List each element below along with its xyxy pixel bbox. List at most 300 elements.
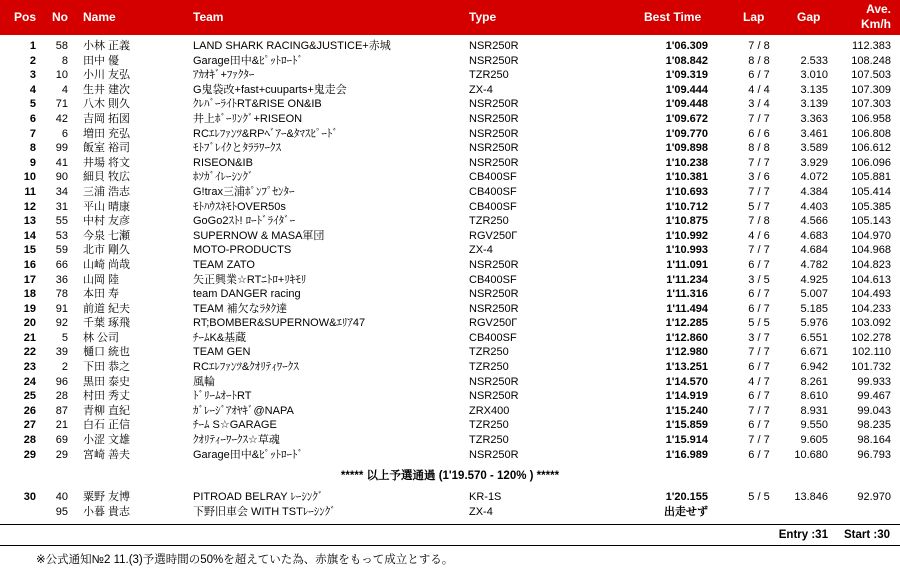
cell-gap: 6.671 <box>800 346 828 359</box>
table-row <box>0 490 900 505</box>
table-row <box>0 418 900 433</box>
cell-lap: 6 / 7 <box>748 288 770 301</box>
cell-name: 白石 正信 <box>83 419 131 432</box>
cell-pos: 7 <box>29 127 36 140</box>
cell-ave: 106.612 <box>851 142 891 155</box>
cell-no: 92 <box>55 317 68 330</box>
cell-no: 59 <box>55 244 68 257</box>
cell-name: 青柳 直紀 <box>83 404 131 417</box>
cell-name: 三浦 浩志 <box>83 185 131 198</box>
cell-pos: 30 <box>23 491 36 503</box>
cell-ave: 101.732 <box>851 361 891 374</box>
cell-name: 山岡 陸 <box>83 273 120 286</box>
cell-best: 1'09.898 <box>665 142 708 155</box>
cell-type: CB400SF <box>469 200 517 213</box>
cell-lap: 3 / 5 <box>748 273 770 286</box>
table-row <box>0 112 900 127</box>
table-row <box>0 404 900 419</box>
cell-team: LAND SHARK RACING&JUSTICE+赤城 <box>193 40 391 52</box>
cell-type: NSR250R <box>469 142 519 155</box>
cell-team: ｶﾞﾚｰｼﾞｱｵﾔｷﾞ@NAPA <box>193 404 294 417</box>
results-header <box>0 0 900 35</box>
cell-lap: 7 / 7 <box>748 434 770 447</box>
cell-gap: 4.072 <box>800 171 828 184</box>
cell-type: KR-1S <box>469 491 502 503</box>
table-row <box>0 97 900 112</box>
cell-team: MOTO-PRODUCTS <box>193 244 292 257</box>
cell-gap: 8.931 <box>800 404 828 417</box>
table-row <box>0 273 900 288</box>
cell-gap: 4.684 <box>800 244 828 257</box>
cell-no: 40 <box>55 491 68 503</box>
cell-no: 10 <box>55 69 68 82</box>
cell-name: 井場 将文 <box>83 156 131 169</box>
cell-pos: 29 <box>23 448 36 461</box>
header-name: Name <box>83 10 116 24</box>
cell-team: TEAM ZATO <box>193 258 255 271</box>
cell-type: NSR250R <box>469 258 519 271</box>
cell-lap: 6 / 7 <box>748 448 770 461</box>
cell-best: 1'15.859 <box>665 419 708 432</box>
cell-no: 99 <box>55 142 68 155</box>
cell-lap: 4 / 7 <box>748 375 770 388</box>
cell-gap: 2.533 <box>800 54 828 67</box>
cell-ave: 96.793 <box>857 448 891 461</box>
table-row <box>0 345 900 360</box>
table-row <box>0 156 900 171</box>
cell-no: 41 <box>55 156 68 169</box>
cell-lap: 6 / 7 <box>748 258 770 271</box>
cell-team: ﾓﾄﾌﾞﾚｲｸとﾀﾗﾗﾜｰｸｽ <box>193 142 281 155</box>
cell-name: 北市 剛久 <box>83 244 131 257</box>
cell-type: NSR250R <box>469 302 519 315</box>
cell-type: NSR250R <box>469 112 519 125</box>
cell-no: 36 <box>55 273 68 286</box>
cell-name: 小川 友弘 <box>83 69 131 82</box>
cell-best: 1'10.381 <box>665 171 708 184</box>
cell-name: 粟野 友博 <box>83 491 131 503</box>
cell-ave: 105.881 <box>851 171 891 184</box>
cell-team: G!trax三浦ﾎﾟﾝﾌﾟｾﾝﾀｰ <box>193 185 295 198</box>
cell-type: NSR250R <box>469 98 519 111</box>
cell-no: 8 <box>61 54 68 67</box>
cell-ave: 103.092 <box>851 317 891 330</box>
cell-lap: 3 / 7 <box>748 331 770 344</box>
table-row <box>0 302 900 317</box>
cell-ave: 106.808 <box>851 127 891 140</box>
cell-type: TZR250 <box>469 215 509 228</box>
cell-ave: 98.235 <box>857 419 891 432</box>
cell-pos: 21 <box>23 331 36 344</box>
cell-team: RT;BOMBER&SUPERNOW&ｴﾘｱ47 <box>193 317 366 330</box>
cell-pos: 5 <box>29 98 36 111</box>
cell-pos: 10 <box>23 171 36 184</box>
cell-gap: 4.925 <box>800 273 828 286</box>
cell-team: RCｴﾚﾌｧﾝﾂ&ｸｵﾘﾃｨﾜｰｸｽ <box>193 361 299 374</box>
cell-ave: 104.493 <box>851 288 891 301</box>
cell-best: 1'10.712 <box>665 200 708 213</box>
cell-team: Garage田中&ﾋﾟｯﾄﾛｰﾄﾞ <box>193 54 304 67</box>
cell-lap: 6 / 6 <box>748 127 770 140</box>
cell-pos: 26 <box>23 404 36 417</box>
cell-no: 96 <box>55 375 68 388</box>
cell-pos: 22 <box>23 346 36 359</box>
cell-pos: 15 <box>23 244 36 257</box>
cell-ave: 107.309 <box>851 83 891 96</box>
cell-lap: 3 / 6 <box>748 171 770 184</box>
cell-lap: 7 / 7 <box>748 112 770 125</box>
cell-type: TZR250 <box>469 69 509 82</box>
cell-name: 生井 建次 <box>83 83 131 96</box>
cell-gap: 5.976 <box>800 317 828 330</box>
cell-pos: 3 <box>29 69 36 82</box>
cell-ave: 92.970 <box>857 491 891 503</box>
header-best-time: Best Time <box>644 10 702 24</box>
cell-pos: 20 <box>23 317 36 330</box>
table-row <box>0 287 900 302</box>
cell-lap: 7 / 7 <box>748 185 770 198</box>
cell-ave: 104.613 <box>851 273 891 286</box>
cell-type: TZR250 <box>469 419 509 432</box>
cell-team: ｱｶｵｷﾞ+ﾌｧｸﾀｰ <box>193 69 255 82</box>
cell-name: 八木 則久 <box>83 98 131 111</box>
cell-pos: 13 <box>23 215 36 228</box>
cell-pos: 9 <box>29 156 36 169</box>
cell-best: 1'12.980 <box>665 346 708 359</box>
cell-lap: 5 / 5 <box>748 317 770 330</box>
table-row <box>0 200 900 215</box>
cell-gap: 3.135 <box>800 83 828 96</box>
table-row <box>0 389 900 404</box>
header-ave-line1: Ave. <box>866 2 891 16</box>
cell-pos: 16 <box>23 258 36 271</box>
cell-team: ﾁｰﾑK&基蔵 <box>193 331 247 344</box>
cell-name: 小暮 貴志 <box>83 505 131 518</box>
cell-team: 風輪 <box>193 375 215 388</box>
cell-ave: 102.278 <box>851 331 891 344</box>
cell-lap: 5 / 5 <box>748 491 770 503</box>
cell-name: 千葉 琢飛 <box>83 317 131 330</box>
header-no: No <box>52 10 68 24</box>
cell-team: ｸｵﾘﾃｨｰﾜｰｸｽ☆草魂 <box>193 434 280 447</box>
cell-best: 1'13.251 <box>665 361 708 374</box>
cell-ave: 104.233 <box>851 302 891 315</box>
cell-gap: 6.551 <box>800 331 828 344</box>
cell-ave: 112.383 <box>852 40 891 52</box>
cell-best: 1'11.494 <box>666 302 708 315</box>
cell-no: 66 <box>55 258 68 271</box>
cell-name: 本田 寿 <box>83 288 120 301</box>
cell-best: 1'14.919 <box>665 390 708 403</box>
cell-team: RCｴﾚﾌｧﾝﾂ&RPﾍﾞｱｰ&ﾀﾏｽﾋﾟｰﾄﾞ <box>193 127 338 140</box>
table-row <box>0 505 900 520</box>
cell-team: ｸﾚﾊﾞｰﾗｲﾄRT&RISE ON&IB <box>193 98 322 111</box>
cell-ave: 106.096 <box>851 156 891 169</box>
cell-pos: 12 <box>23 200 36 213</box>
cell-ave: 108.248 <box>851 54 891 67</box>
cell-name: 今泉 七瀬 <box>83 229 131 242</box>
cell-name: 小林 正義 <box>83 40 131 52</box>
table-row <box>0 243 900 258</box>
cell-team: RISEON&IB <box>193 156 253 169</box>
cell-no: 34 <box>55 185 68 198</box>
table-row <box>0 214 900 229</box>
cell-type: RGV250Γ <box>469 317 518 330</box>
cell-team: Garage田中&ﾋﾟｯﾄﾛｰﾄﾞ <box>193 448 304 461</box>
cell-name: 飯室 裕司 <box>83 142 131 155</box>
table-row <box>0 448 900 463</box>
cell-best: 1'11.091 <box>666 258 708 271</box>
cell-type: ZX-4 <box>469 244 493 257</box>
cell-best: 1'12.860 <box>665 331 708 344</box>
cell-best: 1'09.672 <box>665 112 708 125</box>
cell-team: ﾎｿｶﾞｲﾚｰｼﾝｸﾞ <box>193 171 254 184</box>
cell-lap: 7 / 7 <box>748 244 770 257</box>
start-count: Start :30 <box>843 529 890 541</box>
table-row <box>0 39 900 54</box>
cell-ave: 98.164 <box>857 434 891 447</box>
cell-type: ZX-4 <box>469 505 493 518</box>
cell-pos: 2 <box>29 54 36 67</box>
cell-ave: 104.970 <box>851 229 891 242</box>
cell-type: RGV250Γ <box>469 229 518 242</box>
cell-team: TEAM GEN <box>193 346 251 359</box>
cell-name: 前道 紀夫 <box>83 302 131 315</box>
cell-name: 村田 秀丈 <box>83 390 131 403</box>
table-row <box>0 258 900 273</box>
header-ave-line2: Km/h <box>861 17 891 31</box>
cell-gap: 4.782 <box>800 258 828 271</box>
table-row <box>0 375 900 390</box>
cell-ave: 106.958 <box>851 112 891 125</box>
cell-type: CB400SF <box>469 331 517 344</box>
cell-team: GoGo2ｽﾄ! ﾛｰﾄﾞﾗｲﾀﾞｰ <box>193 215 296 228</box>
cell-no: 87 <box>55 404 68 417</box>
cell-gap: 9.605 <box>800 434 828 447</box>
cell-best: 1'06.309 <box>665 40 708 52</box>
header-gap: Gap <box>797 10 821 24</box>
cell-gap: 3.461 <box>800 127 828 140</box>
cell-no: 6 <box>61 127 68 140</box>
cell-pos: 1 <box>29 40 36 52</box>
cell-best: 1'10.238 <box>665 156 708 169</box>
cell-lap: 4 / 4 <box>748 83 770 96</box>
cell-lap: 6 / 7 <box>748 390 770 403</box>
entry-count: Entry :31 <box>778 529 828 541</box>
cell-type: NSR250R <box>469 54 519 67</box>
cell-no: 95 <box>55 505 68 518</box>
cell-lap: 3 / 4 <box>748 98 770 111</box>
cell-team: 井上ﾎﾞｰﾘﾝｸﾞ+RISEON <box>193 112 303 125</box>
table-row <box>0 68 900 83</box>
cell-lap: 8 / 8 <box>748 54 770 67</box>
cell-name: 樋口 統也 <box>83 346 131 359</box>
cell-type: ZRX400 <box>469 404 510 417</box>
cell-lap: 6 / 7 <box>748 361 770 374</box>
cell-gap: 3.363 <box>800 112 828 125</box>
cell-name: 下田 恭之 <box>83 361 131 374</box>
cell-gap: 8.261 <box>800 375 828 388</box>
table-row <box>0 141 900 156</box>
cell-no: 69 <box>55 434 68 447</box>
cell-lap: 5 / 7 <box>748 200 770 213</box>
cell-no: 58 <box>55 40 68 52</box>
official-notice: ※公式通知№2 11.(3)予選時間の50%を超えていた為、赤旗をもって成立とする。 <box>36 554 454 566</box>
cell-name: 田中 優 <box>83 54 120 67</box>
results-table-body-non-qualified <box>0 490 900 519</box>
cell-best: 1'09.770 <box>665 127 708 140</box>
cell-gap: 10.680 <box>794 448 828 461</box>
cell-pos: 24 <box>23 375 36 388</box>
cell-pos: 19 <box>23 302 36 315</box>
cell-name: 平山 晴康 <box>83 200 131 213</box>
cell-no: 42 <box>55 112 68 125</box>
cell-lap: 6 / 7 <box>748 302 770 315</box>
header-lap: Lap <box>743 10 765 24</box>
header-team: Team <box>193 10 224 24</box>
cell-no: 5 <box>61 331 68 344</box>
table-row <box>0 54 900 69</box>
table-row <box>0 127 900 142</box>
cell-no: 31 <box>55 200 68 213</box>
cell-team: PITROAD BELRAY ﾚｰｼﾝｸﾞ <box>193 491 324 503</box>
cell-gap: 13.846 <box>794 491 828 503</box>
cell-lap: 7 / 8 <box>748 215 770 228</box>
cell-pos: 17 <box>23 273 36 286</box>
cell-ave: 99.043 <box>857 404 891 417</box>
cell-type: NSR250R <box>469 288 519 301</box>
cell-team: team DANGER racing <box>193 288 301 301</box>
cell-no: 39 <box>55 346 68 359</box>
cell-team: SUPERNOW & MASA軍団 <box>193 229 325 242</box>
cell-type: CB400SF <box>469 185 517 198</box>
cell-best: 1'10.693 <box>665 185 708 198</box>
cell-no: 78 <box>55 288 68 301</box>
cell-gap: 4.683 <box>800 229 828 242</box>
cell-best: 1'14.570 <box>665 375 708 388</box>
cell-best: 1'09.319 <box>665 69 708 82</box>
cell-name: 山崎 尚哉 <box>83 258 131 271</box>
cell-gap: 4.384 <box>800 185 828 198</box>
cell-ave: 99.933 <box>857 375 891 388</box>
cell-name: 小涩 文雄 <box>83 434 131 447</box>
cell-no: 21 <box>55 419 68 432</box>
cell-gap: 6.942 <box>800 361 828 374</box>
cell-lap: 7 / 7 <box>748 404 770 417</box>
cell-gap: 4.403 <box>800 200 828 213</box>
cell-type: CB400SF <box>469 171 517 184</box>
cell-no: 55 <box>55 215 68 228</box>
cell-lap: 7 / 8 <box>748 40 770 52</box>
table-row <box>0 170 900 185</box>
cell-type: CB400SF <box>469 273 517 286</box>
cell-ave: 107.503 <box>851 69 891 82</box>
cell-best: 1'09.444 <box>665 83 708 96</box>
cell-no: 53 <box>55 229 68 242</box>
cell-type: NSR250R <box>469 375 519 388</box>
divider-top <box>0 524 900 525</box>
cell-lap: 4 / 6 <box>748 229 770 242</box>
cell-pos: 23 <box>23 361 36 374</box>
cell-team: ﾄﾞﾘｰﾑｵｰﾄRT <box>193 390 252 403</box>
header-type: Type <box>469 10 497 24</box>
cell-name: 増田 充弘 <box>83 127 131 140</box>
cell-best: 1'15.914 <box>665 434 708 447</box>
cell-ave: 105.143 <box>851 215 891 228</box>
cell-pos: 28 <box>23 434 36 447</box>
cell-pos: 25 <box>23 390 36 403</box>
table-row <box>0 433 900 448</box>
cell-type: NSR250R <box>469 448 519 461</box>
cell-lap: 7 / 7 <box>748 346 770 359</box>
cell-ave: 107.303 <box>851 98 891 111</box>
cell-ave: 104.968 <box>851 244 891 257</box>
qualifying-pass-line: ***** 以上予選通過 (1'19.570 - 120% ) ***** <box>340 470 560 482</box>
cell-best: 1'08.842 <box>665 54 708 67</box>
cell-best: 1'10.875 <box>665 215 708 228</box>
cell-best: 1'11.316 <box>666 288 708 301</box>
cell-type: NSR250R <box>469 40 519 52</box>
cell-no: 29 <box>55 448 68 461</box>
cell-best: 1'10.993 <box>665 244 708 257</box>
cell-best: 1'11.234 <box>666 273 708 286</box>
cell-gap: 3.589 <box>800 142 828 155</box>
cell-lap: 6 / 7 <box>748 69 770 82</box>
table-row <box>0 83 900 98</box>
cell-ave: 105.414 <box>851 185 891 198</box>
cell-no: 90 <box>55 171 68 184</box>
cell-lap: 8 / 8 <box>748 142 770 155</box>
cell-ave: 99.467 <box>857 390 891 403</box>
table-row <box>0 185 900 200</box>
cell-team: G鬼袋改+fast+cuuparts+鬼走会 <box>193 83 347 96</box>
table-row <box>0 229 900 244</box>
cell-pos: 11 <box>24 185 36 198</box>
cell-best: 1'09.448 <box>665 98 708 111</box>
cell-pos: 27 <box>23 419 36 432</box>
cell-best: 1'16.989 <box>665 448 708 461</box>
cell-gap: 5.185 <box>800 302 828 315</box>
cell-gap: 3.139 <box>800 98 828 111</box>
divider-bottom <box>0 545 900 546</box>
cell-type: NSR250R <box>469 390 519 403</box>
cell-gap: 3.929 <box>800 156 828 169</box>
cell-team: 矢正興業☆RTﾆﾄﾛ+ﾘｷﾓﾘ <box>193 273 307 286</box>
cell-name: 吉岡 拓図 <box>83 112 131 125</box>
cell-best: 1'12.285 <box>665 317 708 330</box>
cell-type: TZR250 <box>469 346 509 359</box>
cell-best: 出走せず <box>664 505 708 518</box>
cell-lap: 7 / 7 <box>748 156 770 169</box>
cell-best: 1'15.240 <box>665 404 708 417</box>
cell-type: ZX-4 <box>469 83 493 96</box>
cell-best: 1'20.155 <box>665 491 708 503</box>
cell-team: 下野旧車会 WITH TSTﾚｰｼﾝｸﾞ <box>193 505 336 518</box>
cell-type: NSR250R <box>469 127 519 140</box>
cell-pos: 4 <box>29 83 36 96</box>
cell-no: 71 <box>55 98 68 111</box>
cell-ave: 105.385 <box>851 200 891 213</box>
cell-gap: 5.007 <box>800 288 828 301</box>
cell-team: TEAM 補欠なﾗﾀｸ達 <box>193 302 288 315</box>
cell-best: 1'10.992 <box>665 229 708 242</box>
cell-name: 宮崎 善夫 <box>83 448 131 461</box>
table-row <box>0 316 900 331</box>
cell-name: 中村 友彦 <box>83 215 131 228</box>
cell-name: 黒田 泰史 <box>83 375 131 388</box>
cell-lap: 6 / 7 <box>748 419 770 432</box>
table-row <box>0 360 900 375</box>
